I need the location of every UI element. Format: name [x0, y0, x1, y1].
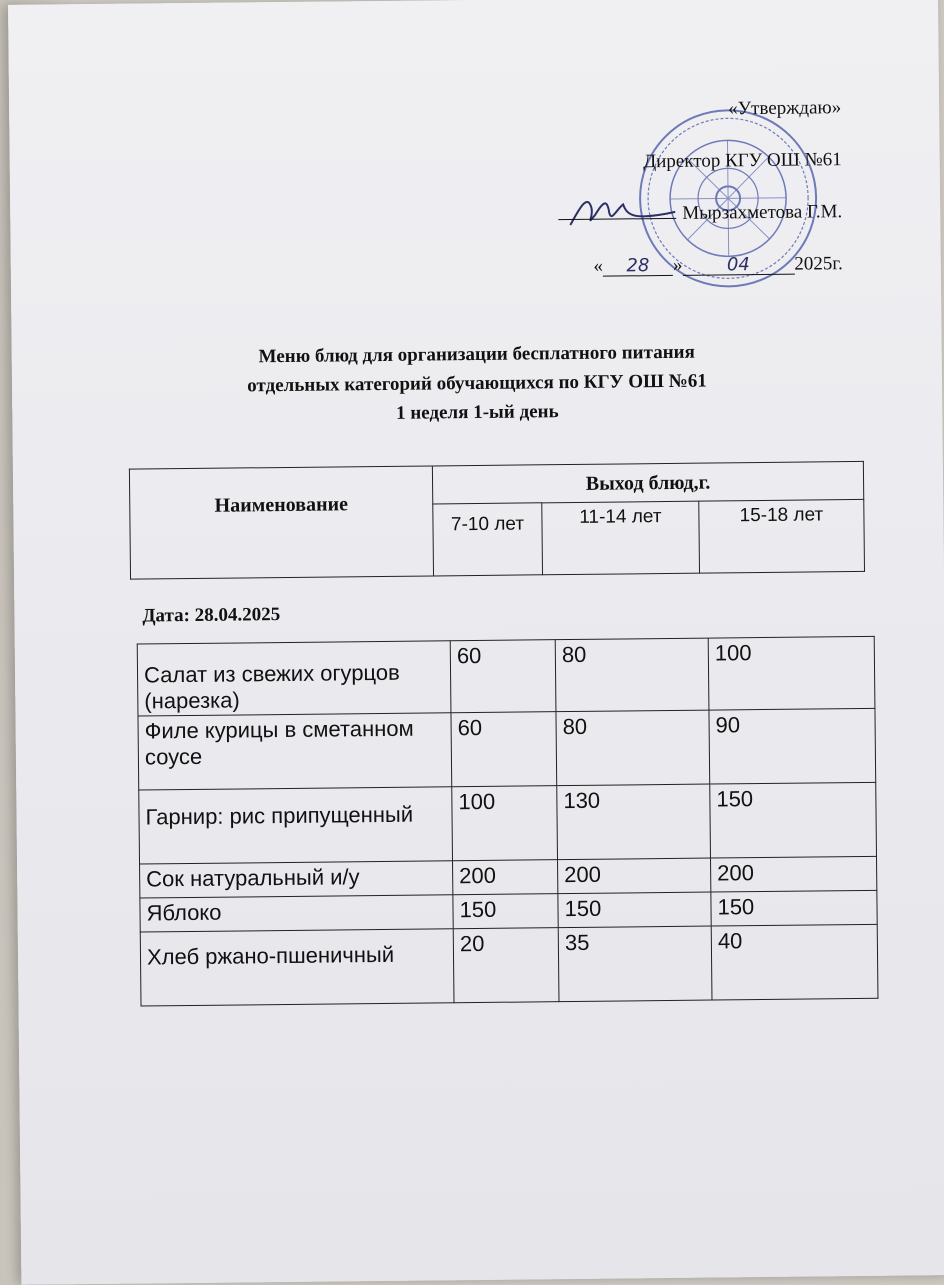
approval-date: « 28 » 04 2025г. — [593, 253, 843, 277]
menu-date: Дата: 28.04.2025 — [142, 604, 281, 627]
header-table — [129, 461, 865, 580]
portion-7-10: 150 — [453, 894, 558, 929]
date-year: 2025г. — [794, 253, 843, 275]
director-line: Директор КГУ ОШ №61 — [643, 149, 842, 173]
portion-7-10: 100 — [452, 786, 558, 861]
table-row — [139, 782, 877, 864]
portion-11-14: 35 — [558, 926, 712, 1002]
portion-15-18: 150 — [711, 890, 877, 926]
table-row — [137, 636, 875, 716]
document-title: Меню блюд для организации бесплатного питания отдельных категорий обучающихся по КГУ ОШ №61 1 неделя 1-ый день — [247, 341, 707, 424]
portion-15-18: 90 — [709, 708, 876, 784]
date-month: 04 — [726, 254, 750, 276]
dish-name: Салат из свежих огурцов (нарезка) — [137, 641, 451, 716]
age-group-header: 7-10 лет — [433, 503, 543, 576]
portion-15-18: 40 — [711, 924, 878, 1000]
dish-name: Хлеб ржано-пшеничный — [140, 929, 454, 1006]
portion-15-18: 100 — [708, 636, 875, 710]
portion-11-14: 80 — [556, 710, 710, 786]
age-group-header: 15-18 лет — [699, 499, 865, 573]
menu-table — [137, 636, 879, 1007]
age-group-header: 11-14 лет — [542, 501, 700, 575]
director-name-line — [558, 202, 842, 224]
dish-name: Яблоко — [140, 895, 453, 932]
name-column-header: Наименование — [129, 466, 433, 579]
portion-15-18: 150 — [710, 782, 877, 858]
portion-11-14: 80 — [555, 638, 709, 712]
portion-11-14: 200 — [558, 858, 711, 894]
portion-7-10: 60 — [451, 712, 557, 787]
dish-name: Сок натуральный и/у — [140, 861, 453, 898]
table-row — [140, 924, 878, 1006]
approval-block — [557, 98, 843, 310]
portion-7-10: 20 — [453, 928, 559, 1003]
dish-name: Филе курицы в сметанном соусе — [138, 713, 452, 790]
dish-name: Гарнир: рис припущенный — [139, 787, 453, 864]
director-name: Мырзахметова Г.М. — [682, 201, 843, 224]
portion-11-14: 150 — [558, 892, 711, 928]
yield-column-header: Выход блюд,г. — [432, 461, 863, 504]
portion-7-10: 60 — [450, 640, 556, 713]
paper-sheet — [8, 0, 944, 1285]
table-row — [138, 708, 876, 790]
approve-word: «Утверждаю» — [728, 97, 842, 120]
portion-15-18: 200 — [710, 856, 876, 892]
portion-7-10: 200 — [453, 860, 558, 895]
date-day: 28 — [626, 255, 650, 277]
portion-11-14: 130 — [557, 784, 711, 860]
